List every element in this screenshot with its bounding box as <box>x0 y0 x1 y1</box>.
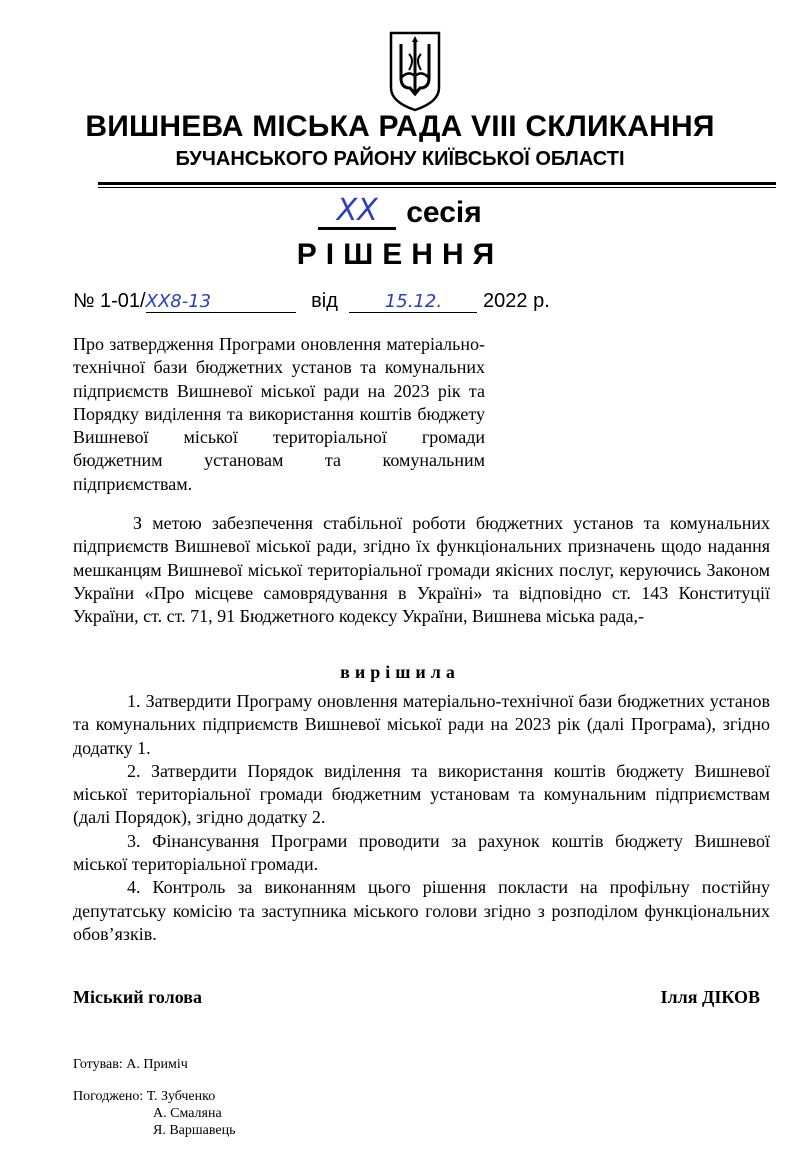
decision-number-line <box>73 290 693 313</box>
session-number: XX <box>336 193 378 228</box>
decision-item: 1. Затвердити Програму оновлення матеріально-технічної бази бюджетних установ та комунальних підприємств Вишневої міської ради на 2023 рік (далі Програма), згідно додатку 1. <box>73 691 770 758</box>
session-line <box>0 193 800 230</box>
decision-preamble: З метою забезпечення стабільної роботи бюджетних установ та комунальних підприємств Вишневої міської ради, згідно їх функціональних призначень щодо надання мешканцям Вишневої міської територіальної громади якісних послуг, керуючись Законом України «Про місцеве самоврядування в Україні» та відповідно ст. 143 Конституції України, ст. ст. 71, 91 Бюджетного кодексу України, Вишнева міська рада,- <box>73 513 770 627</box>
decision-date-field <box>349 290 477 313</box>
signatory-title: Міський голова <box>73 987 202 1007</box>
signatory-name: Ілля ДІКОВ <box>660 987 760 1007</box>
session-label: сесія <box>406 196 482 229</box>
prepared-by: Готував: А. Приміч <box>73 1057 188 1072</box>
decision-item: 2. Затвердити Порядок виділення та використання коштів бюджету Вишневої міської територіальної громади бюджетним установам та комунальним підприємствам (далі Порядок), згідно додатку 2. <box>73 760 770 828</box>
decision-item: 3. Фінансування Програми проводити за рахунок коштів бюджету Вишневої міської територіальної громади. <box>73 830 770 875</box>
trident-coat-of-arms-icon <box>388 30 442 112</box>
decision-item: 4. Контроль за виконанням цього рішення покласти на профільну постійну депутатську комісію та заступника міського голови згідно з розподілом функціональних обов’язків. <box>73 877 770 944</box>
council-title: ВИШНЕВА МІСЬКА РАДА VIII СКЛИКАННЯ <box>85 110 715 143</box>
document-type-title: РІШЕННЯ <box>296 238 504 271</box>
decision-year: 2022 р. <box>483 290 550 312</box>
decision-items <box>73 690 770 946</box>
decision-subject: Про затвердження Програми оновлення матеріально-технічної бази бюджетних установ та комунальних підприємств Вишневої міської ради на 2023 рік та Порядку виділення та використання коштів бюджету Вишневої міської територіальної громади бюджетним установам та комунальним підприємствам. <box>73 334 485 494</box>
from-label: від <box>311 290 338 312</box>
decision-date: 15.12. <box>384 291 443 312</box>
decision-number-field <box>146 290 296 313</box>
resolved-label: вирішила <box>340 662 460 682</box>
number-prefix: № 1-01/ <box>73 290 146 312</box>
agreed-by-3: Я. Варшавець <box>153 1123 236 1138</box>
agreed-by-2: А. Смаляна <box>153 1106 222 1121</box>
header-divider-thin <box>98 187 776 188</box>
session-number-field <box>318 193 396 230</box>
agreed-by-1: Погоджено: Т. Зубченко <box>73 1089 216 1104</box>
decision-number: XX8-13 <box>145 291 212 312</box>
council-subtitle: БУЧАНСЬКОГО РАЙОНУ КИЇВСЬКОЇ ОБЛАСТІ <box>175 148 625 170</box>
header-divider-thick <box>98 182 776 185</box>
